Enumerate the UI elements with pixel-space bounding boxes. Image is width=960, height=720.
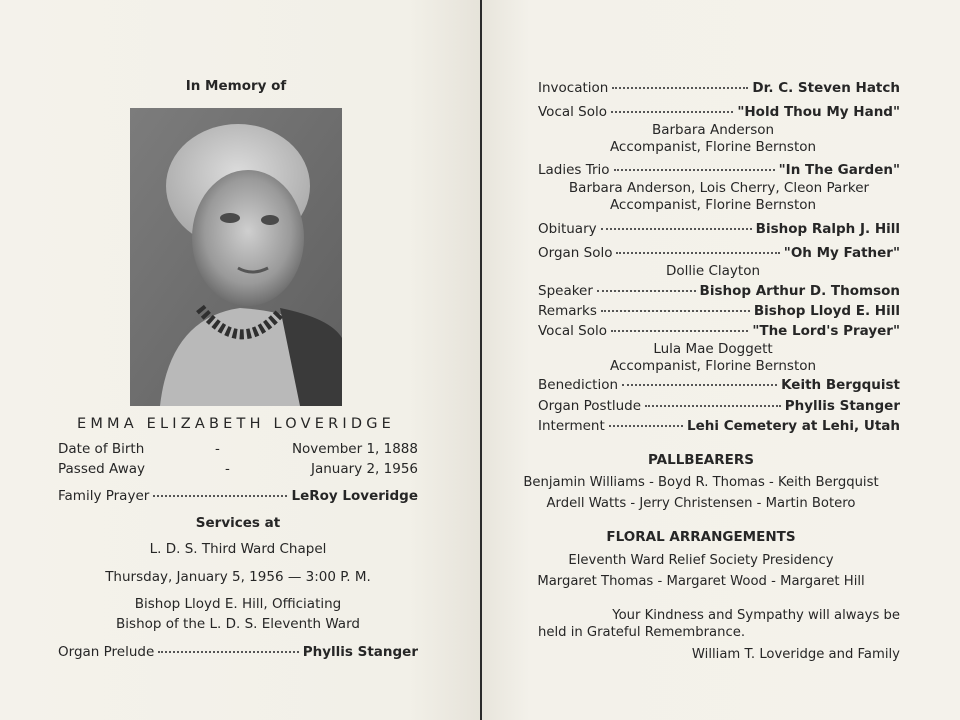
dot-leader [158,651,298,653]
program-value: Keith Bergquist [781,377,900,393]
program-label: Vocal Solo [538,323,608,339]
birth-dash: - [215,441,220,457]
dot-leader [622,384,777,386]
thanks-line-2: held in Grateful Remembrance. [538,625,746,640]
trio-singers: Barbara Anderson, Lois Cherry, Cleon Parker [568,180,870,196]
program-row-benediction [538,377,900,393]
right-page [482,0,960,720]
birth-label: Date of Birth [58,441,145,457]
program-value: Phyllis Stanger [784,398,900,414]
dot-leader [609,425,683,427]
program-label: Remarks [538,303,597,319]
program-row-interment [538,418,900,434]
portrait-image [130,108,342,406]
program-label: Vocal Solo [538,104,608,120]
floral-line-2: Margaret Thomas - Margaret Wood - Margaret Hill [537,574,865,589]
program-label: Speaker [538,283,593,299]
floral-heading: FLORAL ARRANGEMENTS [606,529,796,545]
family-prayer-row [58,488,418,504]
dot-leader [611,330,748,332]
death-date: January 2, 1956 [311,461,418,477]
program-row-vocal-solo [538,104,900,120]
memorial-heading: In Memory of [185,78,287,94]
program-value: "In The Garden" [778,162,900,178]
family-prayer-label: Family Prayer [58,488,150,504]
death-label: Passed Away [58,461,146,477]
deceased-name: EMMA ELIZABETH LOVERIDGE [76,416,396,432]
program-label: Invocation [538,80,609,96]
thanks-line-1: Your Kindness and Sympathy will always be [612,608,900,623]
ward-line: Bishop of the L. D. S. Eleventh Ward [116,616,360,632]
family-prayer-value: LeRoy Loveridge [291,488,418,504]
program-label: Benediction [538,377,619,393]
program-value: "Oh My Father" [783,245,900,261]
program-value: Bishop Arthur D. Thomson [699,283,900,299]
program-value: "Hold Thou My Hand" [737,104,900,120]
pallbearers-heading: PALLBEARERS [647,452,754,468]
organ-prelude-value: Phyllis Stanger [302,644,418,660]
portrait-photo [130,108,342,406]
dot-leader [611,111,733,113]
services-heading: Services at [195,515,281,531]
family-signature: William T. Loveridge and Family [691,647,900,662]
dot-leader [614,169,775,171]
service-date-time: Thursday, January 5, 1956 — 3:00 P. M. [105,569,371,585]
program-row-invocation [538,80,900,96]
pallbearers-line-1: Benjamin Williams - Boyd R. Thomas - Keith Bergquist [523,475,879,490]
program-value: "The Lord's Prayer" [752,323,900,339]
program-label: Organ Postlude [538,398,642,414]
dot-leader [597,290,696,292]
solo2-accompanist: Accompanist, Florine Bernston [609,358,817,374]
program-label: Ladies Trio [538,162,610,178]
program-value: Bishop Ralph J. Hill [755,221,900,237]
organ-prelude-label: Organ Prelude [58,644,155,660]
program-row-organ-postlude [538,398,900,414]
birth-date: November 1, 1888 [291,441,418,457]
pallbearers-line-2: Ardell Watts - Jerry Christensen - Martin Botero [546,496,856,511]
program-label: Obituary [538,221,597,237]
program-row-organ-solo [538,245,900,261]
program-value: Bishop Lloyd E. Hill [753,303,900,319]
dot-leader [645,405,781,407]
program-row-vocal-solo-2 [538,323,900,339]
program-value: Dr. C. Steven Hatch [752,80,900,96]
program-row-obituary [538,221,900,237]
death-dash: - [225,461,230,477]
organ-prelude-row [58,644,418,660]
trio-accompanist: Accompanist, Florine Bernston [609,197,817,213]
floral-line-1: Eleventh Ward Relief Society Presidency [568,553,834,568]
program-row-speaker [538,283,900,299]
organ-solo-player: Dollie Clayton [665,263,761,279]
program-row-remarks [538,303,900,319]
dot-leader [616,252,779,254]
program-label: Interment [538,418,605,434]
solo1-accompanist: Accompanist, Florine Bernston [609,139,817,155]
chapel-name: L. D. S. Third Ward Chapel [149,541,327,557]
solo2-singer: Lula Mae Doggett [653,341,773,357]
dot-leader [153,495,287,497]
program-label: Organ Solo [538,245,613,261]
program-row-ladies-trio [538,162,900,178]
officiating-line: Bishop Lloyd E. Hill, Officiating [134,596,342,612]
solo1-singer: Barbara Anderson [651,122,775,138]
dot-leader [612,87,748,89]
dot-leader [601,310,750,312]
dot-leader [601,228,752,230]
program-value: Lehi Cemetery at Lehi, Utah [687,418,900,434]
